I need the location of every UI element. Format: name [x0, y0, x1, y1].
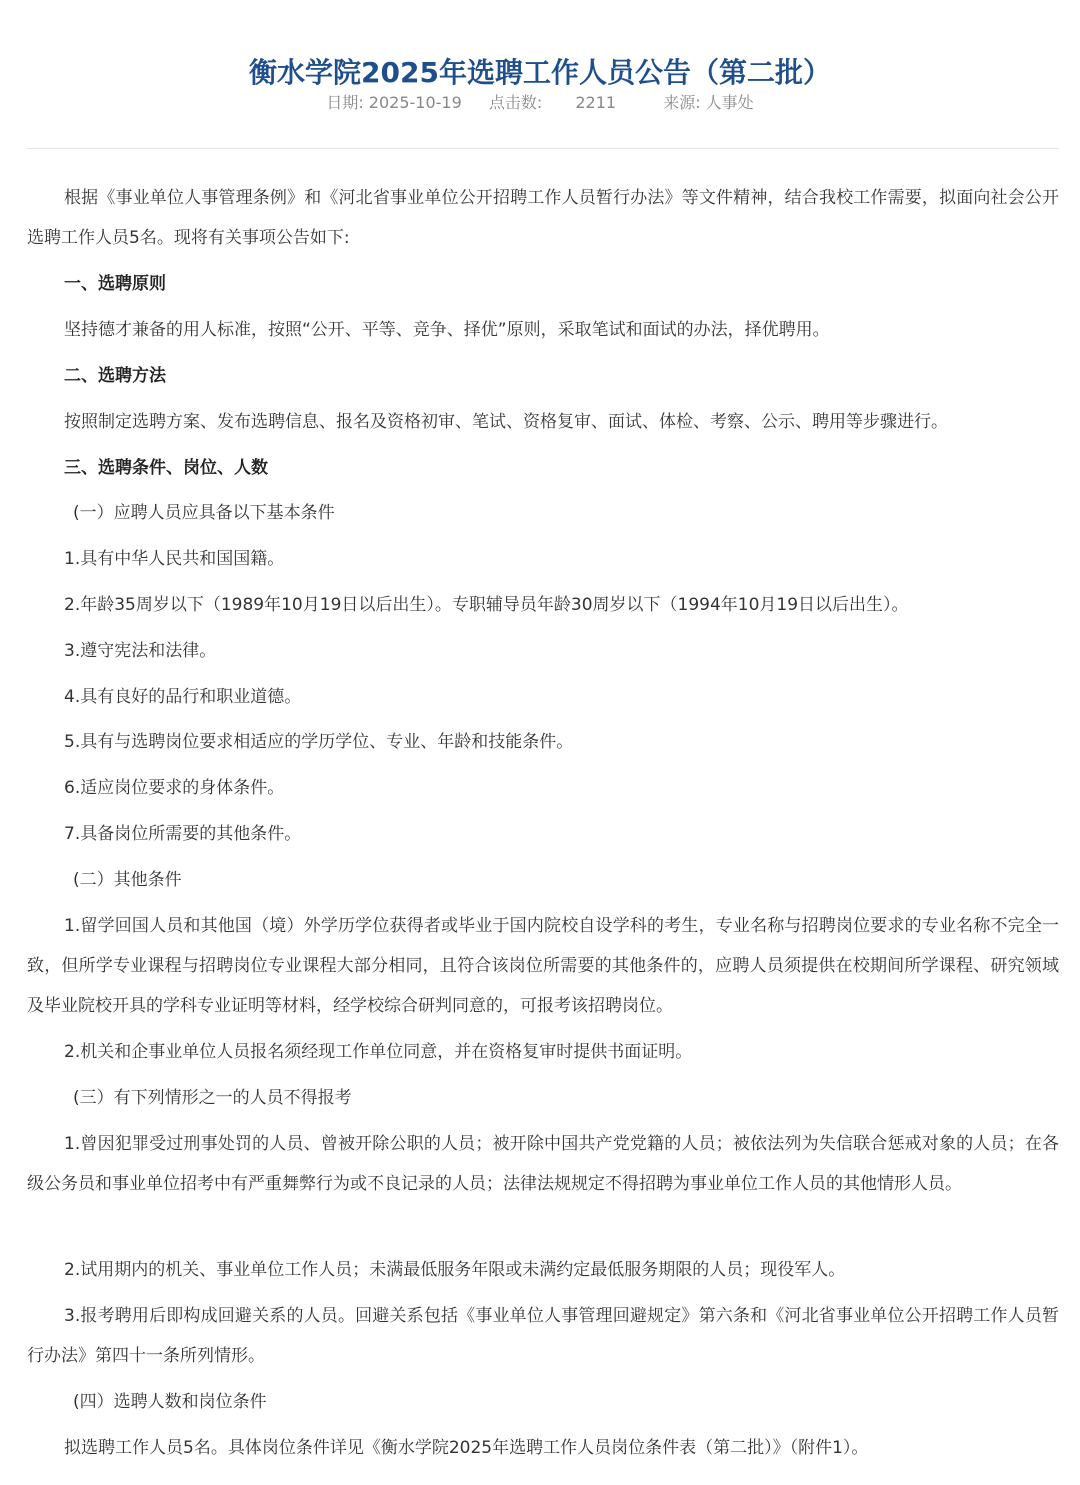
click-count-label: 点击数: — [488, 93, 543, 112]
list-item: 6.适应岗位要求的身体条件。 — [64, 778, 285, 798]
list-item: 1.曾因犯罪受过刑事处罚的人员、曾被开除公职的人员；被开除中国共产党党籍的人员；被依法列为失信联合惩戒对象的人员；在各级公务员和事业单位招考中有严重舞弊行为或不良记录的人员；法律法规规定不得招聘为事业单位工作人员的其他情形人员。 — [27, 1134, 1059, 1194]
click-count-value: 2211 — [575, 93, 617, 112]
section-heading-method: 二、选聘方法 — [64, 366, 166, 386]
intro-paragraph: 根据《事业单位人事管理条例》和《河北省事业单位公开招聘工作人员暂行办法》等文件精神，结合我校工作需要，拟面向社会公开选聘工作人员5名。现将有关事项公告如下: — [27, 188, 1059, 248]
paragraph-principle: 坚持德才兼备的用人标准，按照“公开、平等、竞争、择优”原则，采取笔试和面试的办法，择优聘用。 — [64, 320, 830, 340]
list-item: 2.年龄35周岁以下（1989年10月19日以后出生）。专职辅导员年龄30周岁以下（1994年10月19日以后出生）。 — [64, 595, 909, 615]
paragraph-positions: 拟选聘工作人员5名。具体岗位条件详见《衡水学院2025年选聘工作人员岗位条件表（第二批）》（附件1）。 — [64, 1438, 869, 1458]
list-item: 2.机关和企事业单位人员报名须经现工作单位同意，并在资格复审时提供书面证明。 — [64, 1042, 693, 1062]
list-item: 2.试用期内的机关、事业单位工作人员；未满最低服务年限或未满约定最低服务期限的人员；现役军人。 — [64, 1260, 846, 1280]
subheading-positions: (四）选聘人数和岗位条件 — [73, 1392, 267, 1412]
article-title: 衡水学院2025年选聘工作人员公告（第二批） — [249, 55, 831, 89]
list-item: 1.具有中华人民共和国国籍。 — [64, 549, 285, 569]
list-item: 1.留学回国人员和其他国（境）外学历学位获得者或毕业于国内院校自设学科的考生，专业名称与招聘岗位要求的专业名称不完全一致，但所学专业课程与招聘岗位专业课程大部分相同，且符合该岗位所需要的其他条件的，应聘人员须提供在校期间所学课程、研究领域及毕业院校开具的学科专业证明等材料，经学校综合研判同意的，可报考该招聘岗位。 — [27, 916, 1059, 1016]
list-item: 5.具有与选聘岗位要求相适应的学历学位、专业、年龄和技能条件。 — [64, 732, 574, 752]
source-label: 来源: 人事处 — [663, 93, 754, 112]
section-heading-principle: 一、选聘原则 — [64, 274, 166, 294]
publish-date: 日期: 2025-10-19 — [326, 93, 462, 112]
subheading-basic-conditions: (一）应聘人员应具备以下基本条件 — [73, 503, 335, 523]
subheading-exclusions: (三）有下列情形之一的人员不得报考 — [73, 1088, 352, 1108]
list-item: 7.具备岗位所需要的其他条件。 — [64, 824, 302, 844]
article-meta — [0, 90, 1080, 116]
list-item: 3.遵守宪法和法律。 — [64, 641, 217, 661]
list-item: 4.具有良好的品行和职业道德。 — [64, 687, 302, 707]
title-divider — [27, 148, 1059, 149]
section-heading-conditions: 三、选聘条件、岗位、人数 — [64, 458, 268, 478]
subheading-other-conditions: (二）其他条件 — [73, 870, 182, 890]
list-item: 3.报考聘用后即构成回避关系的人员。回避关系包括《事业单位人事管理回避规定》第六条和《河北省事业单位公开招聘工作人员暂行办法》第四十一条所列情形。 — [27, 1306, 1059, 1366]
paragraph-method: 按照制定选聘方案、发布选聘信息、报名及资格初审、笔试、资格复审、面试、体检、考察、公示、聘用等步骤进行。 — [64, 412, 948, 432]
